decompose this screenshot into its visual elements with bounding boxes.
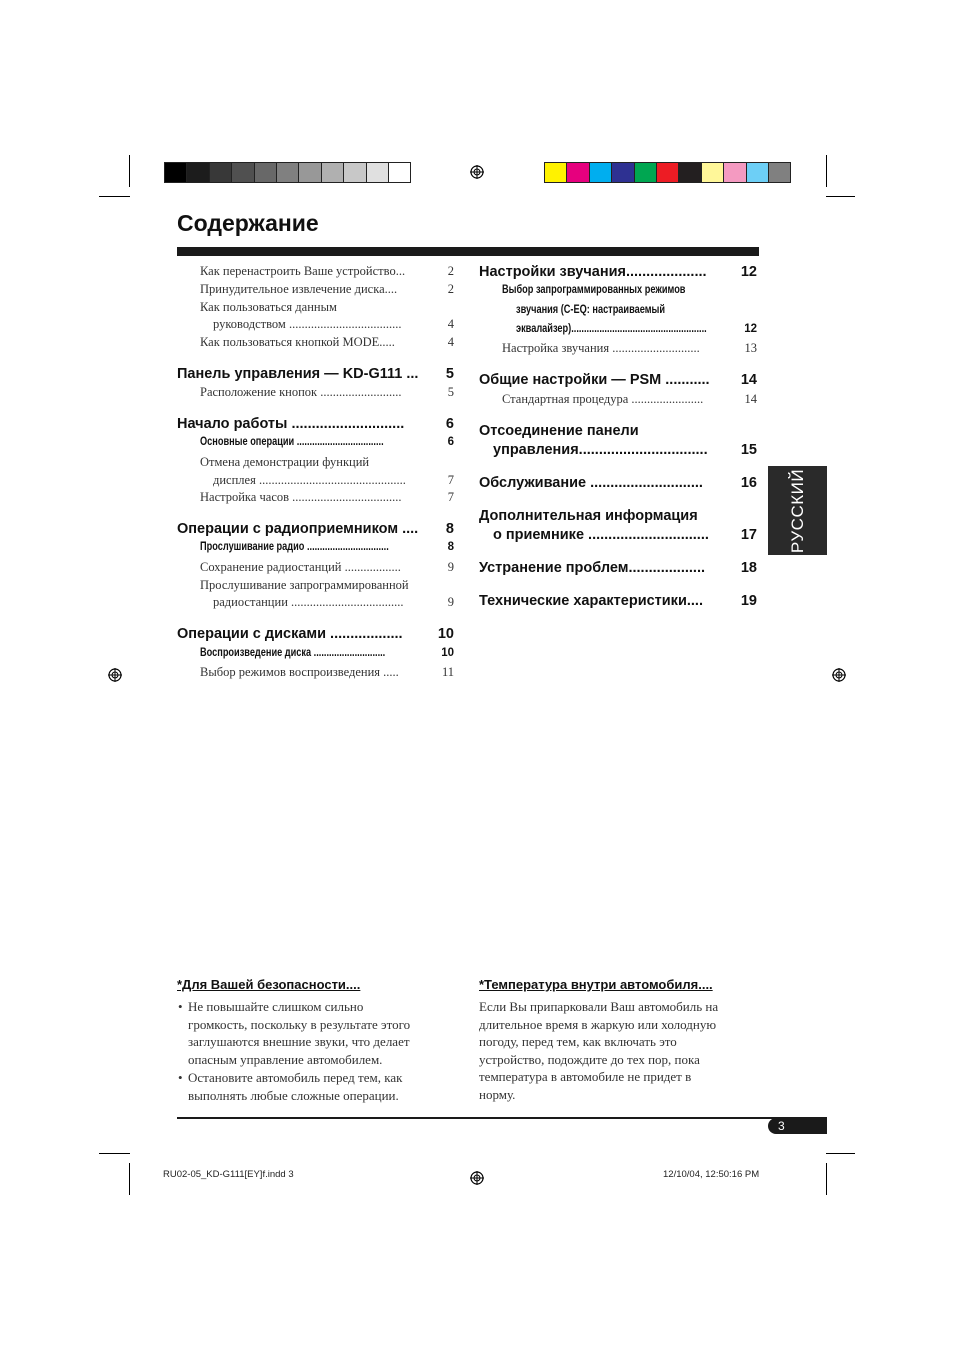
toc-page: 7 — [447, 473, 454, 487]
toc-page: 7 — [447, 490, 454, 504]
toc-entry[interactable]: руководством .................................... — [213, 317, 402, 331]
toc-entry[interactable]: Настройка часов ................................... — [200, 490, 402, 504]
toc-page: 10 — [441, 647, 454, 659]
toc-entry[interactable]: Сохранение радиостанций .................. — [200, 560, 401, 574]
calibration-swatch — [388, 162, 411, 183]
toc-section-title[interactable]: Начало работы ............................ — [177, 416, 405, 432]
calibration-swatch — [254, 162, 277, 183]
text-line: устройство, подождите до тех пор, пока — [479, 1051, 700, 1067]
safety-note-bullet-1 — [188, 998, 410, 1068]
calibration-swatch — [656, 162, 679, 183]
toc-entry[interactable]: Настройка звучания ............................ — [502, 341, 700, 355]
calibration-swatch — [746, 162, 769, 183]
toc-section-title[interactable]: Панель управления — KD-G111 ... — [177, 366, 419, 382]
language-tab — [768, 466, 827, 555]
registration-mark-icon — [470, 165, 484, 179]
toc-entry[interactable]: Воспроизведение диска ............................ — [200, 647, 386, 659]
crop-mark — [99, 1153, 130, 1154]
text-line: выполнять любые сложные операции. — [188, 1087, 399, 1103]
toc-page: 19 — [740, 593, 757, 609]
toc-page: 4 — [447, 335, 454, 349]
toc-entry[interactable]: дисплея ............................................... — [213, 473, 406, 487]
toc-section-title[interactable]: Операции с радиоприемником .... — [177, 521, 419, 537]
toc-entry[interactable]: Расположение кнопок .......................... — [200, 385, 402, 399]
bullet-icon: • — [178, 1070, 183, 1085]
toc-section-title[interactable]: Отсоединение панели — [479, 423, 639, 439]
toc-page: 9 — [447, 560, 454, 574]
toc-page: 12 — [744, 323, 757, 335]
calibration-swatch — [589, 162, 612, 183]
temperature-note-text — [479, 998, 718, 1103]
calibration-swatch — [768, 162, 791, 183]
bottom-rule — [177, 1117, 827, 1119]
toc-section-title[interactable]: Общие настройки — PSM ........... — [479, 372, 710, 388]
toc-page: 8 — [445, 521, 454, 537]
bullet-icon: • — [178, 999, 183, 1014]
calibration-swatch — [343, 162, 366, 183]
crop-mark — [826, 1163, 827, 1195]
page-number-tab — [768, 1118, 827, 1134]
toc-entry[interactable]: Как пользоваться данным — [200, 300, 337, 314]
toc-entry[interactable]: радиостанции .................................... — [213, 595, 404, 609]
toc-section-title[interactable]: Обслуживание ............................ — [479, 475, 703, 491]
text-line: громкость, поскольку в результате этого — [188, 1016, 411, 1032]
safety-note-title: *Для Вашей безопасности.... — [177, 977, 361, 992]
safety-note-bullet-2 — [188, 1069, 402, 1104]
calibration-swatch — [544, 162, 567, 183]
crop-mark — [826, 1153, 855, 1154]
toc-page: 17 — [740, 527, 757, 543]
toc-page: 15 — [740, 442, 757, 458]
text-line: опасным управление автомобилем. — [188, 1051, 383, 1067]
calibration-swatch — [366, 162, 389, 183]
toc-page: 13 — [744, 341, 757, 355]
toc-page: 9 — [447, 595, 454, 609]
toc-section-title[interactable]: Настройки звучания.................... — [479, 264, 707, 280]
toc-section-title[interactable]: Дополнительная информация — [479, 508, 698, 524]
footer-filename: RU02-05_KD-G111[EY]f.indd 3 — [163, 1169, 294, 1180]
text-line: Остановите автомобиль перед тем, как — [188, 1070, 403, 1085]
title-rule — [177, 247, 759, 256]
crop-mark — [826, 155, 827, 187]
toc-entry[interactable]: Принудительное извлечение диска.... — [200, 282, 398, 296]
toc-entry[interactable]: эквалайзер)..................................................... — [516, 323, 707, 335]
toc-page: 12 — [740, 264, 757, 280]
text-line: погоду, перед тем, как включать это — [479, 1034, 677, 1049]
toc-page: 4 — [447, 317, 454, 331]
toc-entry[interactable]: Прослушивание радио ................................ — [200, 541, 389, 553]
toc-page: 14 — [740, 372, 757, 388]
text-line: Если Вы припарковали Ваш автомобиль на — [479, 999, 719, 1014]
toc-entry[interactable]: Отмена демонстрации функций — [200, 455, 370, 469]
calibration-swatch — [723, 162, 746, 183]
toc-entry[interactable]: Выбор запрограммированных режимов — [502, 284, 686, 296]
calibration-swatch — [209, 162, 232, 183]
toc-entry[interactable]: Прослушивание запрограммированной — [200, 578, 409, 592]
text-line: норму. — [479, 1086, 516, 1102]
toc-page: 18 — [740, 560, 757, 576]
toc-entry[interactable]: Основные операции .................................. — [200, 436, 384, 448]
toc-section-title[interactable]: Устранение проблем................... — [479, 560, 706, 576]
text-line: заглушаются внешние звуки, что делает — [188, 1034, 410, 1049]
calibration-swatch — [701, 162, 724, 183]
toc-entry[interactable]: Стандартная процедура ....................... — [502, 392, 704, 406]
footer-timestamp: 12/10/04, 12:50:16 PM — [663, 1169, 760, 1180]
calibration-swatch — [634, 162, 657, 183]
text-line: температура в автомобиле не придет в — [479, 1069, 692, 1084]
calibration-swatch — [231, 162, 254, 183]
calibration-swatch — [164, 162, 187, 183]
toc-page: 2 — [447, 264, 454, 278]
text-line: Не повышайте слишком сильно — [188, 999, 364, 1014]
crop-mark — [826, 196, 855, 197]
crop-mark — [129, 1163, 130, 1195]
calibration-swatch — [186, 162, 209, 183]
crop-mark — [129, 155, 130, 187]
calibration-swatch — [566, 162, 589, 183]
toc-page: 5 — [447, 385, 454, 399]
toc-section-title[interactable]: Технические характеристики.... — [479, 593, 703, 609]
toc-page: 5 — [445, 366, 454, 382]
toc-page: 16 — [740, 475, 757, 491]
toc-section-title[interactable]: управления................................ — [493, 442, 708, 458]
toc-page: 11 — [441, 665, 454, 679]
registration-mark-icon — [108, 668, 122, 682]
calibration-swatch — [611, 162, 634, 183]
toc-entry[interactable]: Выбор режимов воспроизведения ..... — [200, 665, 399, 679]
toc-section-title[interactable]: о приемнике .............................. — [493, 527, 709, 543]
toc-entry[interactable]: Как пользоваться кнопкой MODE..... — [200, 335, 395, 349]
registration-mark-icon — [832, 668, 846, 682]
toc-page: 10 — [437, 626, 454, 642]
toc-page: 6 — [447, 436, 454, 448]
toc-entry[interactable]: звучания (C-EQ: настраиваемый — [516, 304, 666, 316]
registration-mark-icon — [470, 1171, 484, 1185]
page-title: Содержание — [177, 210, 319, 236]
toc-page: 8 — [447, 541, 454, 553]
toc-page: 6 — [445, 416, 454, 432]
language-tab-label: РУССКИЙ — [787, 468, 807, 553]
toc-page: 14 — [744, 392, 757, 406]
temperature-note-title: *Температура внутри автомобиля.... — [479, 977, 713, 992]
calibration-swatch — [321, 162, 344, 183]
page-number: 3 — [778, 1119, 785, 1133]
text-line: длительное время в жаркую или холодную — [479, 1016, 717, 1032]
calibration-swatch — [276, 162, 299, 183]
calibration-swatch — [678, 162, 701, 183]
crop-mark — [99, 196, 130, 197]
toc-section-title[interactable]: Операции с дисками .................. — [177, 626, 403, 642]
toc-page: 2 — [447, 282, 454, 296]
calibration-swatch — [298, 162, 321, 183]
toc-entry[interactable]: Как перенастроить Ваше устройство... — [200, 264, 406, 278]
